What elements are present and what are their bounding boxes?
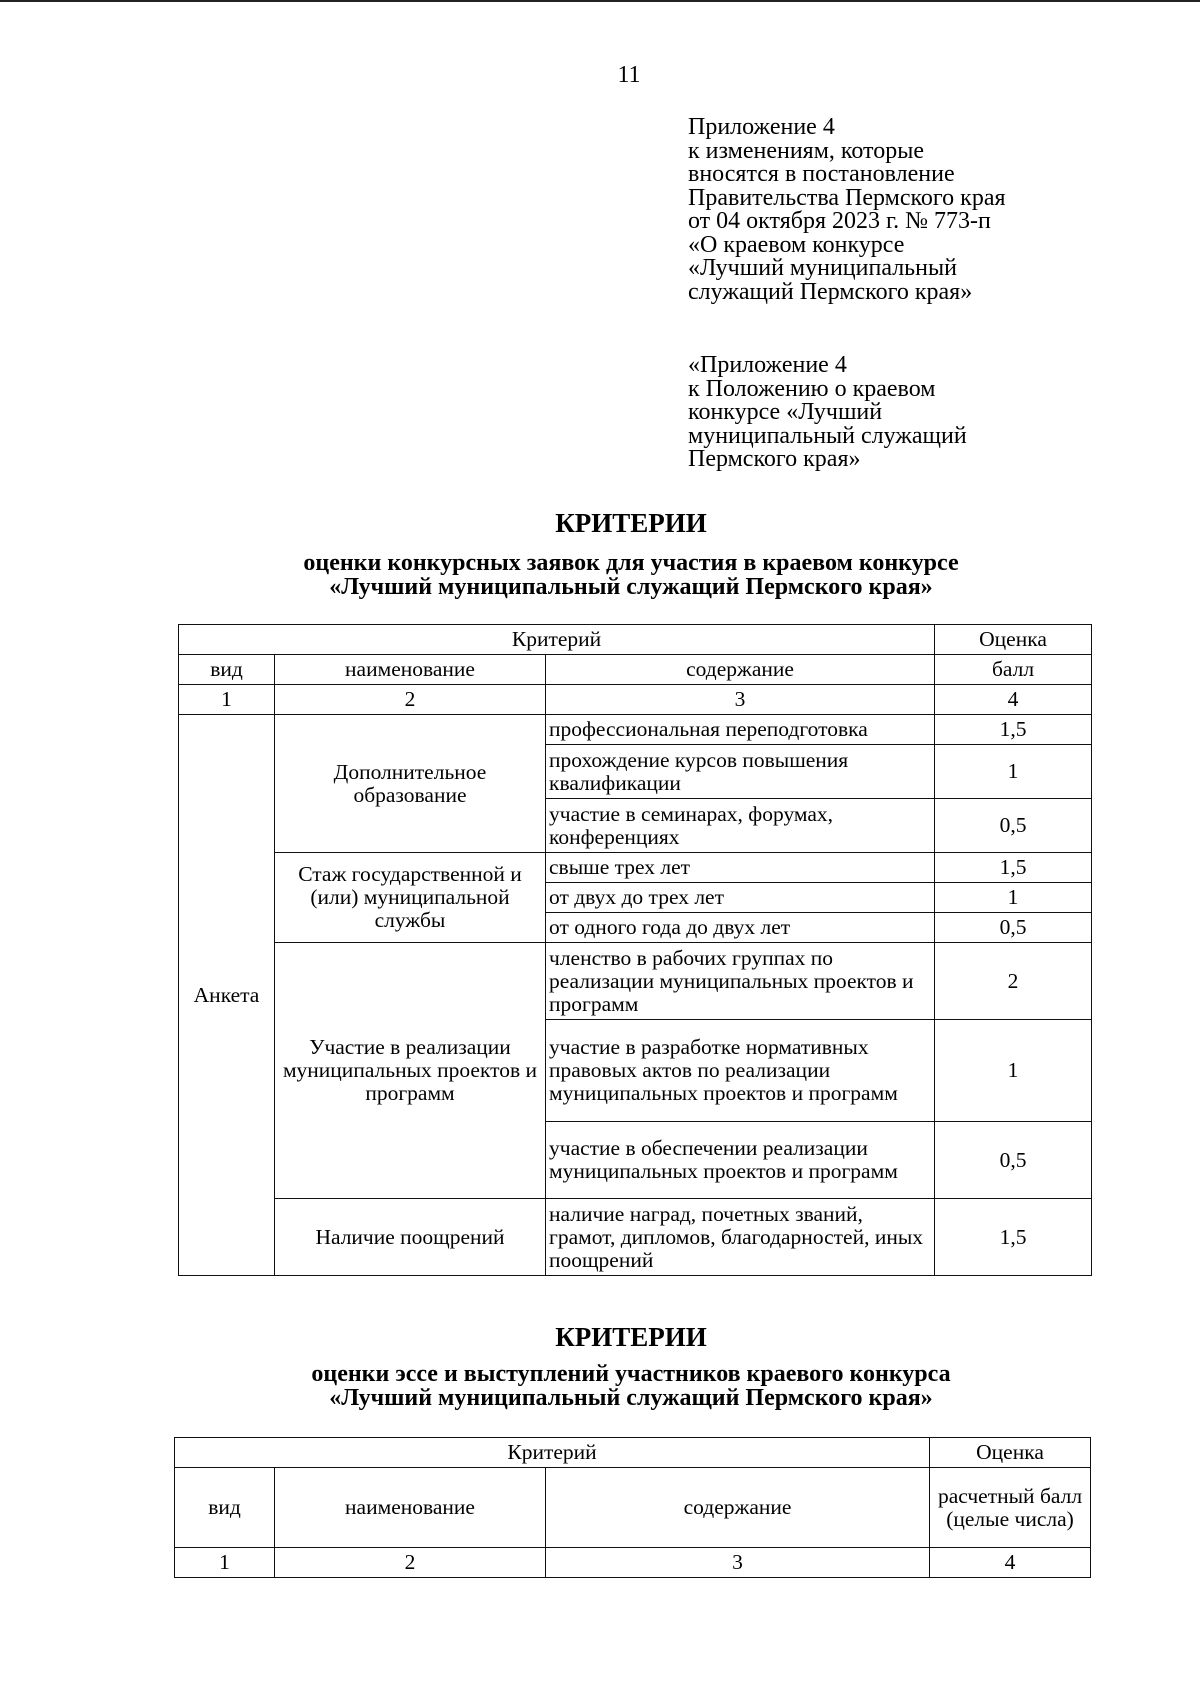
appendix-line: конкурсе «Лучший xyxy=(688,399,883,425)
table-row xyxy=(179,1199,1092,1276)
criterion-content: наличие наград, почетных званий, грамот, дипломов, благодарностей, иных поощрений xyxy=(546,1199,935,1276)
col-number: 4 xyxy=(930,1548,1091,1578)
criterion-content: участие в семинарах, форумах, конференциях xyxy=(546,799,935,853)
col-number: 3 xyxy=(546,1548,930,1578)
appendix-line: к изменениям, которые xyxy=(688,137,924,164)
appendix-header-regulation xyxy=(688,354,1158,472)
appendix-line: «Лучший муниципальный xyxy=(688,255,957,281)
col-vid: вид xyxy=(175,1468,275,1548)
criterion-score: 1,5 xyxy=(935,715,1092,745)
col-name: наименование xyxy=(275,655,546,685)
section2-subtitle-line: оценки эссе и выступлений участников краевого конкурса xyxy=(311,1361,951,1387)
criterion-score: 0,5 xyxy=(935,913,1092,943)
section1-subtitle-line: оценки конкурсных заявок для участия в краевом конкурсе xyxy=(303,550,959,576)
top-border-line xyxy=(0,0,1200,2)
table-subheader-row xyxy=(175,1468,1091,1548)
col-number: 3 xyxy=(546,685,935,715)
appendix-line: служащий Пермского края» xyxy=(688,278,973,305)
table-number-row xyxy=(179,685,1092,715)
criterion-score: 1 xyxy=(935,883,1092,913)
criterion-name: Дополнительное образование xyxy=(275,715,546,853)
table-header-row xyxy=(179,625,1092,655)
criterion-score: 0,5 xyxy=(935,1122,1092,1199)
col-number: 2 xyxy=(275,1548,546,1578)
appendix-line: Приложение 4 xyxy=(688,114,835,140)
criterion-type: Анкета xyxy=(179,715,275,1276)
appendix-header-amendments xyxy=(688,116,1158,304)
criterion-name: Участие в реализации муниципальных проектов и программ xyxy=(275,943,546,1199)
appendix-line: к Положению о краевом xyxy=(688,375,936,402)
application-criteria-table xyxy=(178,624,1092,1276)
table-header-row xyxy=(175,1438,1091,1468)
table-row xyxy=(179,943,1092,1020)
col-number: 1 xyxy=(179,685,275,715)
criterion-score: 2 xyxy=(935,943,1092,1020)
table-subheader-row xyxy=(179,655,1092,685)
appendix-line: «О краевом конкурсе xyxy=(688,231,905,258)
col-content: содержание xyxy=(546,655,935,685)
col-number: 1 xyxy=(175,1548,275,1578)
table-row xyxy=(179,853,1092,883)
appendix-line: от 04 октября 2023 г. № 773-п xyxy=(688,208,991,234)
appendix-line: вносятся в постановление xyxy=(688,161,955,187)
col-number: 4 xyxy=(935,685,1092,715)
section2-title xyxy=(0,1322,1200,1353)
criterion-content: от одного года до двух лет xyxy=(546,913,935,943)
criterion-name: Стаж государственной и (или) муниципальной службы xyxy=(275,853,546,943)
section1-subtitle xyxy=(0,551,1200,599)
page-number: 11 xyxy=(617,62,641,88)
col-vid: вид xyxy=(179,655,275,685)
criterion-content: участие в разработке нормативных правовых актов по реализации муниципальных проектов и программ xyxy=(546,1020,935,1122)
criterion-content: свыше трех лет xyxy=(546,853,935,883)
table-row xyxy=(179,715,1092,745)
col-name: наименование xyxy=(275,1468,546,1548)
criterion-score: 1,5 xyxy=(935,853,1092,883)
section1-subtitle-line: «Лучший муниципальный служащий Пермского края» xyxy=(329,574,933,600)
col-score: расчетный балл (целые числа) xyxy=(930,1468,1091,1548)
criterion-content: прохождение курсов повышения квалификации xyxy=(546,745,935,799)
appendix-line: муниципальный служащий xyxy=(688,422,967,449)
section2-subtitle xyxy=(0,1362,1200,1410)
header-criterion: Критерий xyxy=(175,1438,930,1468)
essay-criteria-table xyxy=(174,1437,1091,1578)
criterion-score: 1 xyxy=(935,1020,1092,1122)
section1-title xyxy=(0,508,1200,539)
col-number: 2 xyxy=(275,685,546,715)
criterion-name: Наличие поощрений xyxy=(275,1199,546,1276)
section2-subtitle-line: «Лучший муниципальный служащий Пермского края» xyxy=(329,1385,933,1411)
criterion-score: 1,5 xyxy=(935,1199,1092,1276)
criterion-content: профессиональная переподготовка xyxy=(546,715,935,745)
section2-title-text: КРИТЕРИИ xyxy=(555,1322,707,1352)
criterion-score: 0,5 xyxy=(935,799,1092,853)
header-criterion: Критерий xyxy=(179,625,935,655)
criterion-content: членство в рабочих группах по реализации муниципальных проектов и программ xyxy=(546,943,935,1020)
header-score: Оценка xyxy=(935,625,1092,655)
criterion-content: участие в обеспечении реализации муниципальных проектов и программ xyxy=(546,1122,935,1199)
appendix-line: Пермского края» xyxy=(688,446,861,472)
criterion-score: 1 xyxy=(935,745,1092,799)
table-number-row xyxy=(175,1548,1091,1578)
appendix-line: Правительства Пермского края xyxy=(688,184,1006,211)
header-score: Оценка xyxy=(930,1438,1091,1468)
criterion-content: от двух до трех лет xyxy=(546,883,935,913)
col-score: балл xyxy=(935,655,1092,685)
section1-title-text: КРИТЕРИИ xyxy=(555,508,707,538)
appendix-line: «Приложение 4 xyxy=(688,352,847,378)
col-content: содержание xyxy=(546,1468,930,1548)
